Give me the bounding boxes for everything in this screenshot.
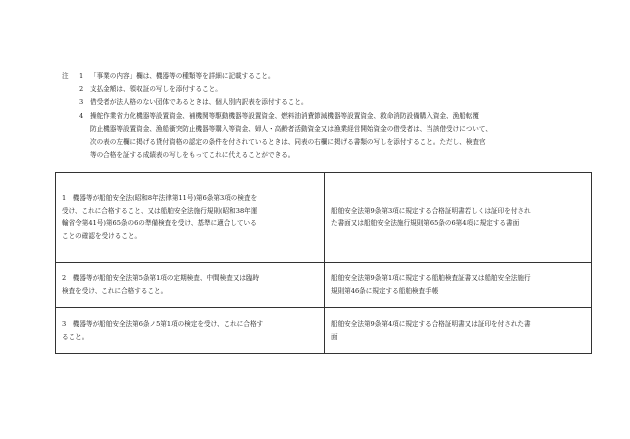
note-text: 「事業の内容」欄は、機器等の種類等を詳細に記載すること。 <box>90 72 275 80</box>
table-row <box>56 308 592 354</box>
document-cell <box>325 173 592 263</box>
note-number: 4 <box>79 111 84 120</box>
condition-text: 受け、これに合格すること、又は船舶安全法施行規則(昭和38年運 <box>62 206 258 215</box>
notes-section <box>62 70 582 162</box>
condition-text: 1 機器等が船舶安全法(昭和8年法律第11号)第6条第3項の検査を <box>62 194 258 203</box>
condition-text: 3 機器等が船舶安全法第6条ノ5第1項の検定を受け、これに合格す <box>62 320 264 329</box>
note-text-continuation: 次の表の左欄に掲げる貸付資格の認定の条件を付されているときは、同表の右欄に掲げる書類の写しを添付すること。ただし、検査官 <box>90 138 486 147</box>
condition-cell <box>56 173 325 263</box>
condition-text: 2 機器等が船舶安全法第5条第1項の定期検査、中間検査又は臨時 <box>62 274 260 283</box>
note-text: 支払金額は、領収証の写しを添付すること。 <box>90 85 222 94</box>
document-text: 船舶安全法第9条第1項に規定する船舶検査証書又は船舶安全法施行 <box>331 274 531 283</box>
note-text: 借受者が法人格のない団体であるときは、個人別内訳表を添付すること。 <box>90 98 308 107</box>
note-number: 3 <box>79 98 84 107</box>
note-text: 操舵作業省力化機器等設置資金、補機関等駆動機器等設置資金、燃料油消費節減機器等設置資金、救命消防設備購入資金、漁船転覆 <box>90 111 480 120</box>
condition-text: 輸省令第41号)第65条の6の準備検査を受け、基準に適合している <box>62 219 257 228</box>
note-text-continuation: 等の合格を証する成績表の写しをもってこれに代えることができる。 <box>90 151 295 160</box>
condition-text: ること。 <box>62 332 89 341</box>
document-text: 船舶安全法第9条第3項に規定する合格証明書若しくは証印を付され <box>331 206 531 215</box>
note-item-2 <box>62 83 582 96</box>
document-text: 船舶安全法第9条第4項に規定する合格証明書又は証印を付された書 <box>331 320 531 329</box>
note-item-3 <box>62 96 582 109</box>
notes-heading: 注 <box>62 72 69 80</box>
note-number: 2 <box>79 85 84 94</box>
note-item-4 <box>62 110 582 123</box>
table-row <box>56 173 592 263</box>
document-text: た書面又は船舶安全法施行規則第65条の6第4項に規定する書面 <box>331 219 520 228</box>
condition-text: 検査を受け、これに合格すること。 <box>62 286 168 295</box>
document-text: 規則第46条に規定する船舶検査手帳 <box>331 286 439 295</box>
note-number: 1 <box>79 72 84 80</box>
requirements-table <box>55 172 592 354</box>
document-text: 面 <box>331 332 338 341</box>
condition-cell <box>56 262 325 308</box>
condition-text: ことの確認を受けること。 <box>62 231 142 240</box>
table-row <box>56 262 592 308</box>
document-cell <box>325 308 592 354</box>
note-text-continuation: 防止機器等設置資金、漁船衝突防止機器等購入等資金、婦人・高齢者活動資金又は漁業経営開始資金の借受者は、当該借受けについて、 <box>90 124 492 133</box>
note-item-1 <box>62 70 582 83</box>
condition-cell <box>56 308 325 354</box>
document-cell <box>325 262 592 308</box>
